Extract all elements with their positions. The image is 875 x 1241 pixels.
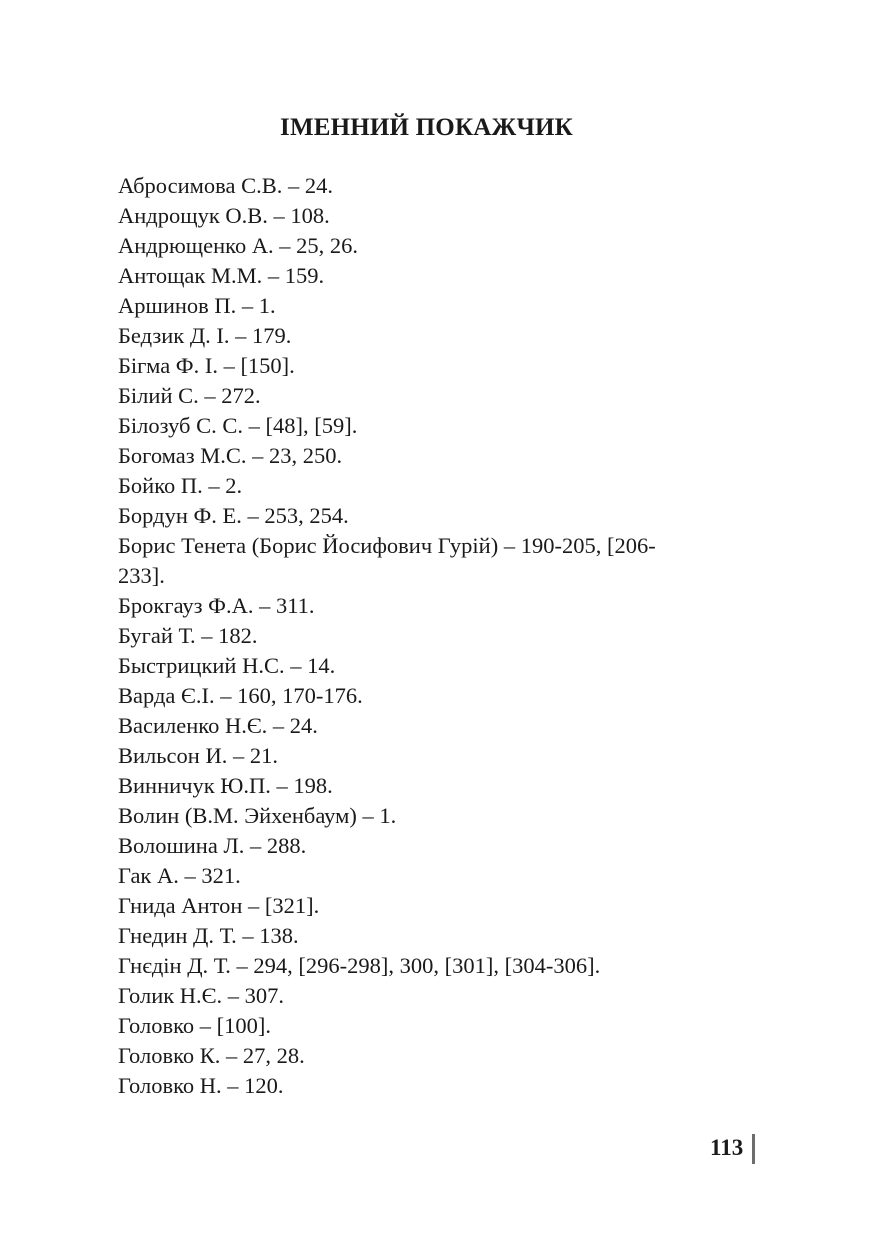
index-entry: Бойко П. – 2. — [118, 473, 243, 498]
index-entry: Головко Н. – 120. — [118, 1073, 284, 1098]
index-entry: Борис Тенета (Борис Йосифович Гурій) – 190-205, [206- — [118, 533, 656, 558]
index-entry: Аршинов П. – 1. — [118, 293, 276, 318]
page-number: 113 — [710, 1135, 744, 1160]
index-entry: Гнида Антон – [321]. — [118, 893, 320, 918]
index-entry: Голик Н.Є. – 307. — [118, 983, 285, 1008]
index-entry: Вильсон И. – 21. — [118, 743, 278, 768]
index-entry: Василенко Н.Є. – 24. — [118, 713, 318, 738]
index-entry: Білозуб С. С. – [48], [59]. — [118, 413, 358, 438]
index-entry: Варда Є.І. – 160, 170-176. — [118, 683, 363, 708]
index-entry: Бугай Т. – 182. — [118, 623, 258, 648]
index-entry: Быстрицкий Н.С. – 14. — [118, 653, 336, 678]
index-entry: Гак А. – 321. — [118, 863, 241, 888]
index-entry: Головко – [100]. — [118, 1013, 271, 1038]
index-entry: Волин (В.М. Эйхенбаум) – 1. — [118, 803, 397, 828]
index-entry: Андрощук О.В. – 108. — [118, 203, 330, 228]
index-entry: Андрющенко А. – 25, 26. — [118, 233, 359, 258]
index-entry: Абросимова С.В. – 24. — [118, 173, 333, 198]
index-entry: Винничук Ю.П. – 198. — [118, 773, 333, 798]
name-index-list — [118, 171, 718, 1101]
index-entry: Брокгауз Ф.А. – 311. — [118, 593, 315, 618]
index-entry: Антощак М.М. – 159. — [118, 263, 325, 288]
page-number-rule — [752, 1134, 755, 1164]
index-entry: Гнедин Д. Т. – 138. — [118, 923, 299, 948]
index-entry: Волошина Л. – 288. — [118, 833, 307, 858]
index-entry: Бедзик Д. І. – 179. — [118, 323, 292, 348]
page-title: ІМЕННИЙ ПОКАЖЧИК — [280, 114, 573, 141]
index-entry: Гнєдін Д. Т. – 294, [296-298], 300, [301], [304-306]. — [118, 953, 601, 978]
index-entry: Бордун Ф. Е. – 253, 254. — [118, 503, 349, 528]
index-entry: Богомаз М.С. – 23, 250. — [118, 443, 343, 468]
index-entry: Білий С. – 272. — [118, 383, 261, 408]
index-entry-continuation: 233]. — [118, 563, 165, 588]
index-entry: Головко К. – 27, 28. — [118, 1043, 305, 1068]
index-entry: Бігма Ф. І. – [150]. — [118, 353, 295, 378]
